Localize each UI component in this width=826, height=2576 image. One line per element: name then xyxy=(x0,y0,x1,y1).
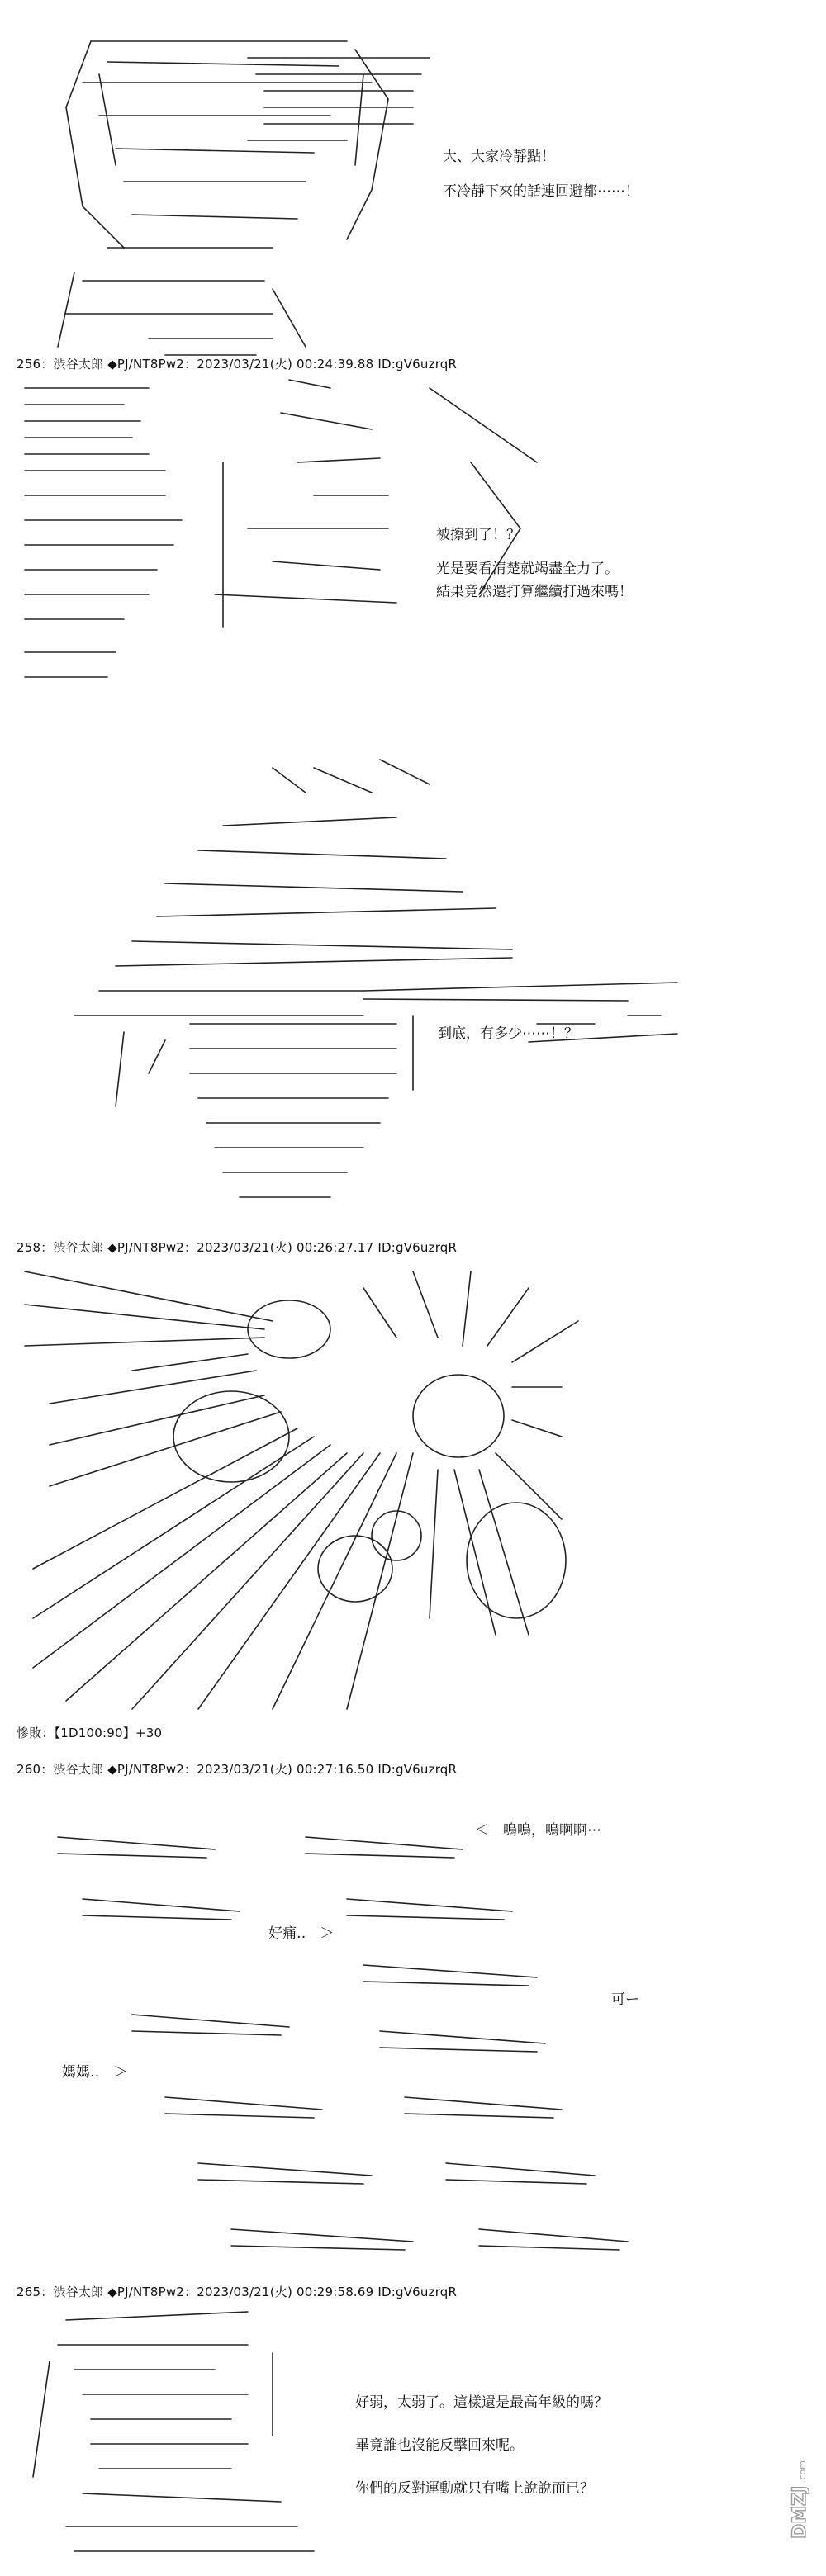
panel6-ascii-figure xyxy=(33,2312,314,2551)
panel5-ascii-fallen-students xyxy=(58,1837,628,2250)
dmzj-watermark-logo xyxy=(778,2444,819,2559)
panel6-dialogue-2: 畢竟誰也沒能反擊回來呢。 xyxy=(355,2437,524,2454)
panel6-dialogue-3: 你們的反對運動就只有嘴上說說而已？ xyxy=(355,2480,594,2497)
panel4-ascii-explosion xyxy=(25,1271,578,1709)
panel2-dialogue-1: 被擦到了！？ xyxy=(436,527,520,543)
panel1-dialogue-1: 大、大家冷靜點！ xyxy=(443,149,555,165)
svg-text:DMZJ: DMZJ xyxy=(790,2485,810,2539)
panel4-post-header: 258：渋谷太郎 ◆PJ/NT8Pw2：2023/03/21(火) 00:26:27.17 ID:gV6uzrqR xyxy=(17,1240,458,1255)
panel1-ascii-figure xyxy=(58,41,430,355)
panel3-ascii-figure xyxy=(74,760,677,1197)
panel1-dialogue-2: 不冷靜下來的話連回避都⋯⋯！ xyxy=(443,183,639,200)
panel4-dice-result: 慘敗：【1D100:90】+30 xyxy=(17,1726,163,1740)
panel6-post-header: 265：渋谷太郎 ◆PJ/NT8Pw2：2023/03/21(火) 00:29:58.69 ID:gV6uzrqR xyxy=(17,2285,458,2299)
panel5-post-header: 260：渋谷太郎 ◆PJ/NT8Pw2：2023/03/21(火) 00:27:16.50 ID:gV6uzrqR xyxy=(17,1762,458,1777)
panel2-dialogue-2: 光是要看清楚就竭盡全力了。 xyxy=(436,561,619,577)
panel5-cry-2: 好痛‥ ＞ xyxy=(268,1925,335,1942)
panel5-cry-1: ＜ 嗚嗚，嗚啊啊⋯ xyxy=(475,1822,601,1839)
panel5-cry-4: 媽媽‥ ＞ xyxy=(62,2064,128,2081)
panel2-post-header: 256：渋谷太郎 ◆PJ/NT8Pw2：2023/03/21(火) 00:24:39.88 ID:gV6uzrqR xyxy=(17,357,458,372)
panel2-dialogue-3: 結果竟然還打算繼續打過來嗎！ xyxy=(436,584,633,600)
panel3-dialogue: 到底，有多少⋯⋯！？ xyxy=(438,1025,578,1042)
panel6-dialogue-1: 好弱，太弱了。這樣還是最高年級的嗎？ xyxy=(355,2394,608,2411)
svg-text:.com: .com xyxy=(797,2460,808,2483)
panel5-cry-3: 可ー xyxy=(611,1991,639,2008)
